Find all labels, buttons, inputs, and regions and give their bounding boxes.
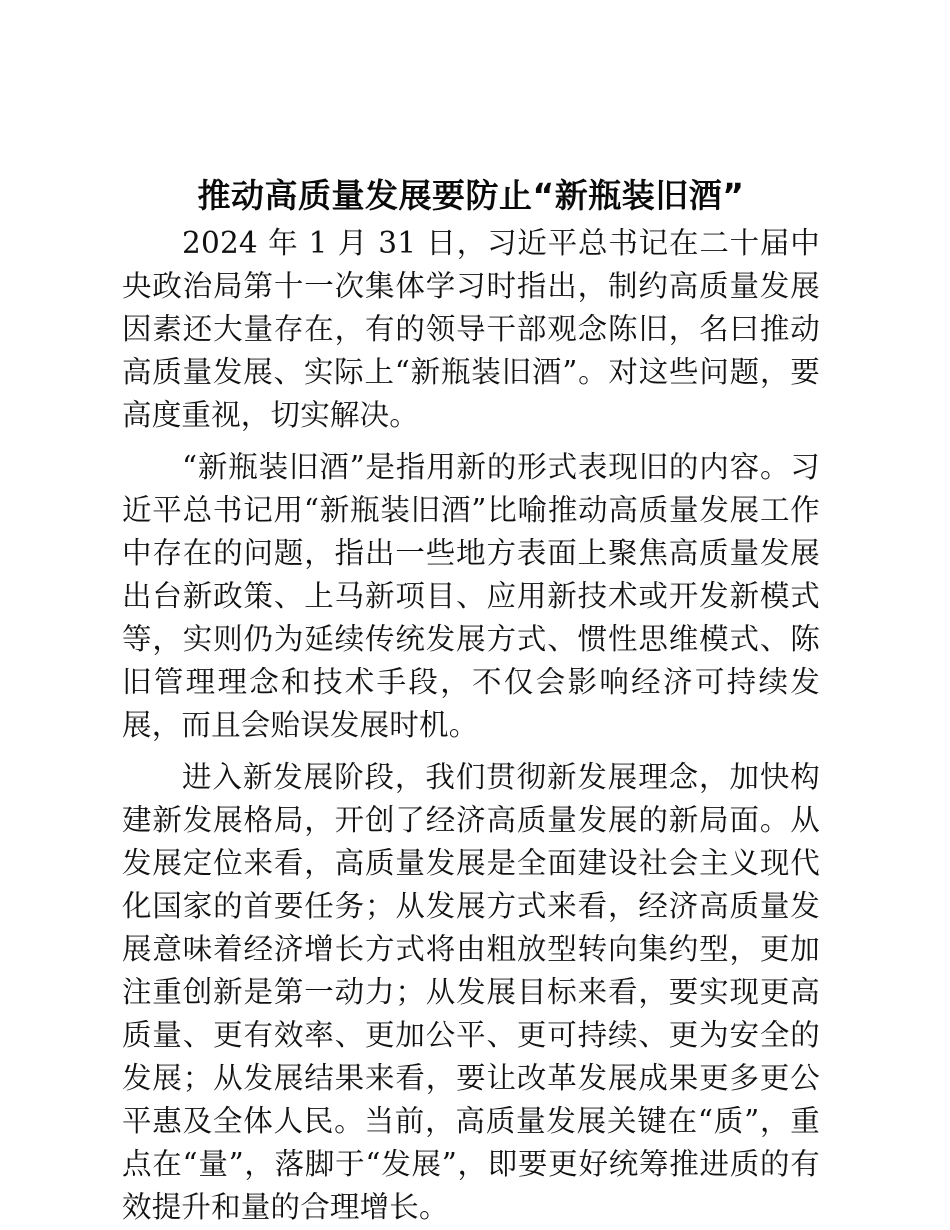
paragraph-1: 2024 年 1 月 31 日，习近平总书记在二十届中央政治局第十一次集体学习时指出，制约高质量发展因素还大量存在，有的领导干部观念陈旧，名曰推动高质量发展、实际上“新瓶装旧酒”。对这些问题，要高度重视，切实解决。	[122, 226, 820, 432]
page-title: 推动高质量发展要防止“新瓶装旧酒”	[197, 176, 745, 216]
paragraph-2: “新瓶装旧酒”是指用新的形式表现旧的内容。习近平总书记用“新瓶装旧酒”比喻推动高质量发展工作中存在的问题，指出一些地方表面上聚焦高质量发展出台新政策、上马新项目、应用新技术或开发新模式等，实则仍为延续传统发展方式、惯性思维模式、陈旧管理理念和技术手段，不仅会影响经济可持续发展，而且会贻误发展时机。	[122, 450, 820, 742]
paragraph-3: 进入新发展阶段，我们贯彻新发展理念，加快构建新发展格局，开创了经济高质量发展的新局面。从发展定位来看，高质量发展是全面建设社会主义现代化国家的首要任务；从发展方式来看，经济高质量发展意味着经济增长方式将由粗放型转向集约型，更加注重创新是第一动力；从发展目标来看，要实现更高质量、更有效率、更加公平、更可持续、更为安全的发展；从发展结果来看，要让改革发展成果更多更公平惠及全体人民。当前，高质量发展关键在“质”，重点在“量”，落脚于“发展”，即要更好统筹推进质的有效提升和量的合理增长。	[122, 760, 820, 1224]
document-body	[122, 222, 820, 1229]
